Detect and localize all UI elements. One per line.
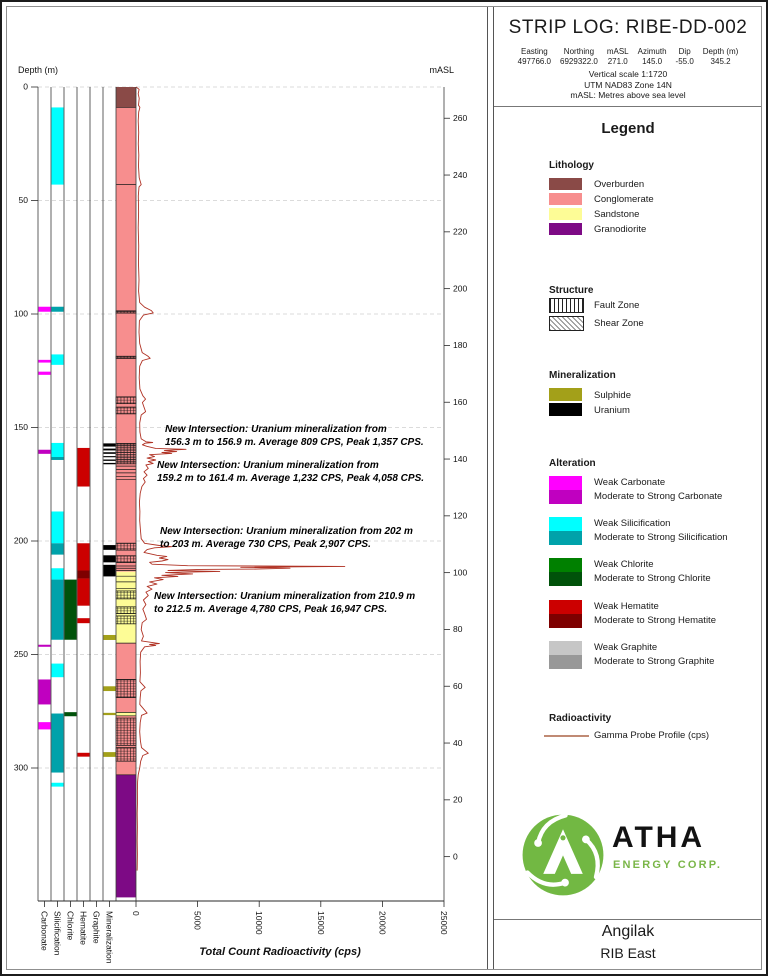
hematite-swatch <box>549 600 582 628</box>
carbonate-interval <box>38 372 50 375</box>
field-label: Azimuth <box>637 47 667 56</box>
field-label: Depth (m) <box>702 47 739 56</box>
annotation-line: New Intersection: Uranium mineralization from <box>165 424 387 435</box>
masl-tick-label: 140 <box>453 453 468 464</box>
field-value: 271.0 <box>607 57 628 66</box>
silicification-interval <box>51 457 63 460</box>
masl-tick-label: 120 <box>453 510 468 521</box>
fault-zone <box>116 556 136 563</box>
depth-tick-label: 200 <box>13 535 28 546</box>
graphite-weak-swatch <box>549 641 582 655</box>
annotation-line: to 212.5 m. Average 4,780 CPS, Peak 16,947 CPS. <box>154 604 388 615</box>
hematite-interval <box>77 571 89 579</box>
scale-note: Vertical scale 1:1720 <box>588 69 668 79</box>
depth-tick-label: 50 <box>18 195 28 206</box>
chlorite-weak-swatch <box>549 558 582 572</box>
gamma-tick-label: 10000 <box>254 911 265 935</box>
gamma-tick-label: 25000 <box>439 911 450 935</box>
mineralization-interval <box>103 545 115 550</box>
intersection-annotation-3 <box>160 525 413 551</box>
mineralization-heading: Mineralization <box>549 370 616 381</box>
annotation-line: 159.2 m to 161.4 m. Average 1,232 CPS, Peak 4,058 CPS. <box>157 473 425 484</box>
field-value: 497766.0 <box>517 57 552 66</box>
carbonate-interval <box>38 722 50 729</box>
field-masl <box>607 47 629 67</box>
gamma-axis-title: Total Count Radioactivity (cps) <box>199 946 361 958</box>
carbonate-weak-swatch <box>549 476 582 490</box>
sulphide-label: Sulphide <box>594 390 631 401</box>
chlorite-strong-label: Moderate to Strong Chlorite <box>594 573 711 584</box>
masl-tick-label: 220 <box>453 226 468 237</box>
mineralization-interval <box>103 713 115 715</box>
strip-log-plot <box>2 2 486 976</box>
chlorite-interval <box>64 580 76 640</box>
mineralization-interval <box>103 443 115 446</box>
map-notes <box>494 69 762 101</box>
field-northing <box>560 47 598 67</box>
overburden-swatch <box>549 178 582 190</box>
silicification-interval <box>51 511 63 543</box>
mineralization-interval <box>103 565 115 577</box>
field-label: mASL <box>606 47 629 56</box>
annotation-line: New Intersection: Uranium mineralization from <box>157 460 379 471</box>
graphite-swatch <box>549 641 582 669</box>
chlorite-strong-swatch <box>549 572 582 586</box>
depth-tick-label: 150 <box>13 422 28 433</box>
silicification-interval <box>51 307 63 312</box>
carbonate-interval <box>38 679 50 704</box>
chlorite-swatch <box>549 558 582 586</box>
fault-zone-swatch <box>549 298 584 313</box>
lithology-interval <box>116 107 136 571</box>
gamma-tick-label: 0 <box>131 911 142 916</box>
shear-zone-swatch <box>549 316 584 331</box>
graphite-weak-label: Weak Graphite <box>594 642 658 653</box>
annotation-line: New Intersection: Uranium mineralization from 202 m <box>160 526 413 537</box>
field-value: -55.0 <box>675 57 694 66</box>
fault-zone <box>116 397 136 404</box>
masl-tick-label: 180 <box>453 340 468 351</box>
intersection-annotation-4 <box>154 590 415 616</box>
carbonate-swatch <box>549 476 582 504</box>
shear-zone-label: Shear Zone <box>594 318 644 329</box>
collar-fields <box>494 47 762 67</box>
gamma-tick-label: 5000 <box>192 911 203 930</box>
gamma-profile-label: Gamma Probe Profile (cps) <box>594 730 710 741</box>
fault-zone <box>116 591 136 599</box>
uranium-swatch <box>549 403 582 416</box>
silicification-strong-label: Moderate to Strong Silicification <box>594 532 728 543</box>
mineralization-interval <box>103 460 115 461</box>
conglomerate-swatch <box>549 193 582 205</box>
mineralization-interval <box>103 555 115 562</box>
fault-zone <box>116 748 136 762</box>
depth-tick-label: 0 <box>23 81 28 92</box>
fault-zone <box>116 679 136 697</box>
hematite-weak-swatch <box>549 600 582 614</box>
radioactivity-heading: Radioactivity <box>549 713 612 724</box>
gamma-tick-label: 15000 <box>315 911 326 935</box>
lithology-interval <box>116 775 136 898</box>
carbonate-strong-swatch <box>549 490 582 504</box>
hematite-interval <box>77 753 89 757</box>
logo-subtext: ENERGY CORP. <box>613 859 723 871</box>
fault-zone <box>116 407 136 414</box>
masl-tick-label: 260 <box>453 112 468 123</box>
hematite-interval <box>77 448 89 487</box>
masl-tick-label: 80 <box>453 624 463 635</box>
fault-zone <box>116 607 136 614</box>
carbonate-interval <box>38 645 50 647</box>
depth-tick-label: 250 <box>13 649 28 660</box>
depth-tick-label: 100 <box>13 308 28 319</box>
silicification-weak-label: Weak Silicification <box>594 518 671 529</box>
sulphide-swatch <box>549 388 582 401</box>
sandstone-label: Sandstone <box>594 209 640 220</box>
field-label: Easting <box>520 47 548 56</box>
lithology-heading: Lithology <box>549 160 594 171</box>
mineralization-interval <box>103 686 115 691</box>
silicification-interval <box>51 543 63 554</box>
carbonate-strong-label: Moderate to Strong Carbonate <box>594 491 723 502</box>
silicification-strong-swatch <box>549 531 582 545</box>
info-panel <box>493 6 762 970</box>
fault-zone-label: Fault Zone <box>594 300 640 311</box>
silicification-interval <box>51 783 63 787</box>
mineralization-interval <box>103 463 115 464</box>
sandstone-swatch <box>549 208 582 220</box>
gamma-tick-label: 20000 <box>377 911 388 935</box>
intersection-annotation-1 <box>165 423 424 449</box>
silicification-weak-swatch <box>549 517 582 531</box>
silicification-interval <box>51 580 63 640</box>
masl-tick-label: 0 <box>453 851 458 862</box>
overburden-label: Overburden <box>594 179 645 190</box>
masl-tick-label: 240 <box>453 169 468 180</box>
silicification-interval <box>51 568 63 579</box>
structure-heading: Structure <box>549 285 594 296</box>
annotation-line: New Intersection: Uranium mineralization from 210.9 m <box>154 591 416 602</box>
header-divider <box>494 106 762 107</box>
field-value: 345.2 <box>710 57 731 66</box>
mineralization-interval <box>103 456 115 457</box>
masl-note: mASL: Metres above sea level <box>570 90 686 100</box>
silicification-swatch <box>549 517 582 545</box>
lithology-interval <box>116 643 136 712</box>
graphite-strong-swatch <box>549 655 582 669</box>
lithology-interval <box>116 87 136 107</box>
graphite-strong-label: Moderate to Strong Graphite <box>594 656 715 667</box>
track-label: Silicification <box>52 911 63 956</box>
masl-tick-label: 160 <box>453 396 468 407</box>
lithology-interval <box>116 712 136 715</box>
logo-wordmark: ATHA <box>612 821 706 854</box>
carbonate-interval <box>38 307 50 312</box>
mineralization-interval <box>103 752 115 757</box>
panel-divider-line <box>487 6 488 970</box>
masl-tick-label: 40 <box>453 737 463 748</box>
silicification-interval <box>51 354 63 364</box>
gamma-line-sample <box>544 735 589 737</box>
granodiorite-swatch <box>549 223 582 235</box>
silicification-interval <box>51 443 63 457</box>
silicification-interval <box>51 714 63 773</box>
hematite-strong-label: Moderate to Strong Hematite <box>594 615 716 626</box>
conglomerate-label: Conglomerate <box>594 194 654 205</box>
masl-axis-title: mASL <box>429 65 454 75</box>
track-label: Carbonate <box>39 911 50 951</box>
footer-divider <box>494 919 762 920</box>
legend-title: Legend <box>601 120 655 137</box>
field-label: Dip <box>678 47 691 56</box>
hematite-weak-label: Weak Hematite <box>594 601 659 612</box>
masl-tick-label: 100 <box>453 567 468 578</box>
area-name: RIB East <box>600 945 656 961</box>
masl-tick-label: 200 <box>453 283 468 294</box>
field-label: Northing <box>563 47 595 56</box>
depth-axis-title: Depth (m) <box>18 65 59 75</box>
hematite-strong-swatch <box>549 614 582 628</box>
hematite-interval <box>77 543 89 570</box>
chlorite-interval <box>64 712 76 716</box>
uranium-label: Uranium <box>594 405 630 416</box>
track-label: Graphite <box>91 911 102 944</box>
granodiorite-label: Granodiorite <box>594 224 647 235</box>
track-label: Chlorite <box>65 911 76 941</box>
alteration-heading: Alteration <box>549 458 596 469</box>
field-easting <box>518 47 551 67</box>
field-depth <box>703 47 739 67</box>
annotation-line: 156.3 m to 156.9 m. Average 809 CPS, Peak 1,357 CPS. <box>165 437 424 448</box>
track-label: Hematite <box>78 911 89 946</box>
mineralization-interval <box>103 449 115 451</box>
masl-tick-label: 60 <box>453 680 463 691</box>
annotation-line: to 203 m. Average 730 CPS, Peak 2,907 CPS. <box>160 539 371 550</box>
silicification-interval <box>51 107 63 184</box>
field-dip <box>676 47 694 67</box>
fault-zone <box>116 543 136 550</box>
project-name: Angilak <box>601 923 655 940</box>
utm-note: UTM NAD83 Zone 14N <box>584 79 672 90</box>
carbonate-interval <box>38 450 50 454</box>
depth-tick-label: 300 <box>13 762 28 773</box>
field-azimuth <box>638 47 667 67</box>
fault-zone <box>116 616 136 624</box>
hematite-interval <box>77 618 89 623</box>
intersection-annotation-2 <box>157 459 424 485</box>
atha-logo-icon <box>520 812 606 898</box>
masl-tick-label: 20 <box>453 794 463 805</box>
carbonate-interval <box>38 360 50 363</box>
field-value: 145.0 <box>642 57 663 66</box>
fault-zone <box>116 718 136 745</box>
log-title: STRIP LOG: RIBE-DD-002 <box>508 17 748 38</box>
mineralization-interval <box>103 635 115 640</box>
track-label: Mineralization <box>104 911 115 964</box>
carbonate-weak-label: Weak Carbonate <box>594 477 666 488</box>
field-value: 6929322.0 <box>560 57 598 66</box>
hematite-interval <box>77 578 89 605</box>
chlorite-weak-label: Weak Chlorite <box>594 559 654 570</box>
fault-zone <box>116 443 136 463</box>
silicification-interval <box>51 664 63 678</box>
mineralization-interval <box>103 452 115 454</box>
